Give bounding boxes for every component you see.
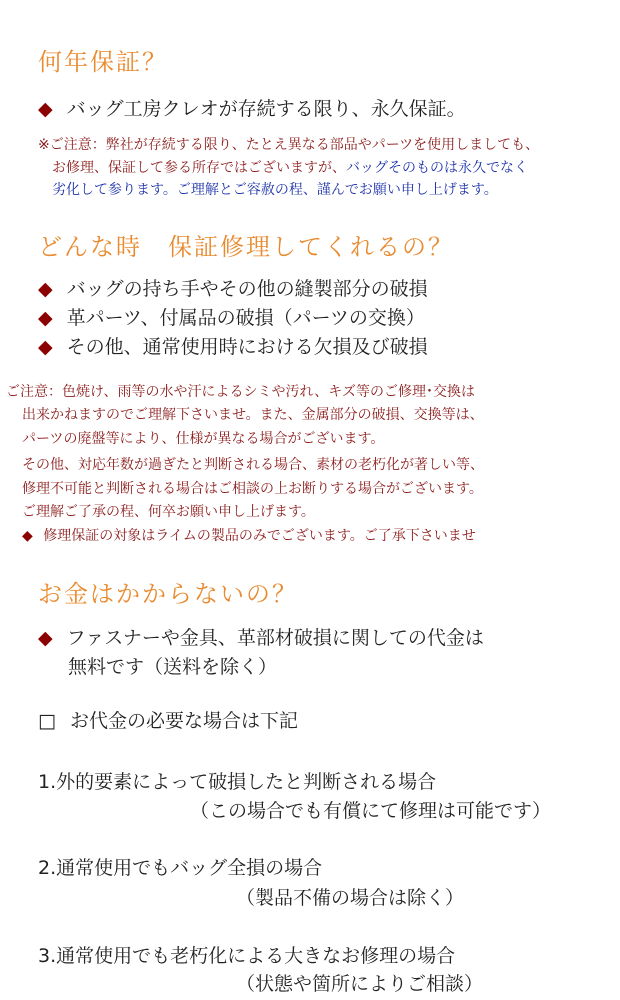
section1-note-line2 [52, 157, 528, 177]
section1-heading: 何年保証？ [38, 48, 168, 76]
diamond-bullet-icon: ◆ [38, 278, 53, 300]
section3-bullet [38, 623, 484, 650]
section3-box-text: お代金の必要な場合は下記 [70, 710, 299, 732]
section1-bullet [38, 94, 466, 121]
section2-note-6: ご理解ご了承の程、何卒お願い申し上げます。 [22, 504, 315, 520]
section3-box-line [38, 706, 298, 733]
section3-bullet-line2: 無料です（送料を除く） [68, 656, 278, 678]
item-3-sub: （状態や箇所によりご相談） [236, 973, 484, 995]
item-3-main: 3.通常使用でも老朽化による大きなお修理の場合 [38, 945, 456, 967]
diamond-bullet-icon: ◆ [22, 528, 33, 544]
section3-heading: お金はかからないの？ [38, 580, 298, 608]
section2-note-3: パーツの廃盤等により、仕様が異なる場合がございます。 [22, 431, 385, 447]
section2-note-2: 出来かねますのでご理解下さいませ。また、金属部分の破損、交換等は、 [22, 407, 484, 423]
section2-bullet-2 [38, 303, 425, 330]
section2-note-5: 修理不可能と判断される場合はご相談の上お断りする場合がございます。 [22, 481, 483, 497]
section2-note-1: ご注意：色焼け、雨等の水や汗によるシミや汚れ、キズ等のご修理･交換は [6, 384, 475, 400]
section1-note-line1: ※ご注意：弊社が存続する限り、たとえ異なる部品やパーツを使用しましても、 [38, 137, 540, 153]
section2-heading: どんな時 保証修理してくれるの？ [38, 233, 454, 261]
diamond-bullet-icon: ◆ [38, 307, 53, 329]
section2-bullet-text: その他、通常使用時における欠損及び破損 [66, 336, 428, 358]
section2-final-note [22, 525, 476, 545]
item-2-sub: （製品不備の場合は除く） [236, 887, 465, 909]
section2-bullet-1 [38, 274, 428, 301]
section2-bullet-text: バッグの持ち手やその他の縫製部分の破損 [66, 278, 428, 300]
section2-bullet-3 [38, 332, 428, 359]
section1-note-line2-b: バッグそのものは永久でなく [346, 160, 528, 176]
section2-bullet-text: 革パーツ、付属品の破損（パーツの交換） [66, 307, 425, 329]
diamond-bullet-icon: ◆ [38, 98, 53, 120]
section1-note-line3: 劣化して参ります。ご理解とご容赦の程、謹んでお願い申し上げます。 [52, 182, 498, 198]
item-2-main: 2.通常使用でもバッグ全損の場合 [38, 857, 323, 879]
section2-final-note-text: 修理保証の対象はライムの製品のみでございます。ご了承下さいませ [43, 528, 476, 544]
section1-note-line2-a: お修理、保証して参る所存ではございますが、 [52, 160, 346, 176]
item-1-main: 1.外的要素によって破損したと判断される場合 [38, 771, 437, 793]
diamond-bullet-icon: ◆ [38, 336, 53, 358]
section2-note-4: その他、対応年数が過ぎたと判断される場合、素材の老朽化が著しい等、 [22, 457, 484, 473]
section1-bullet-text: バッグ工房クレオが存続する限り、永久保証。 [66, 98, 466, 120]
item-1-sub: （この場合でも有償にて修理は可能です） [190, 800, 552, 822]
diamond-bullet-icon: ◆ [38, 627, 53, 649]
checkbox-square-icon: □ [38, 710, 56, 732]
section3-bullet-text: ファスナーや金具、革部材破損に関しての代金は [66, 627, 484, 649]
